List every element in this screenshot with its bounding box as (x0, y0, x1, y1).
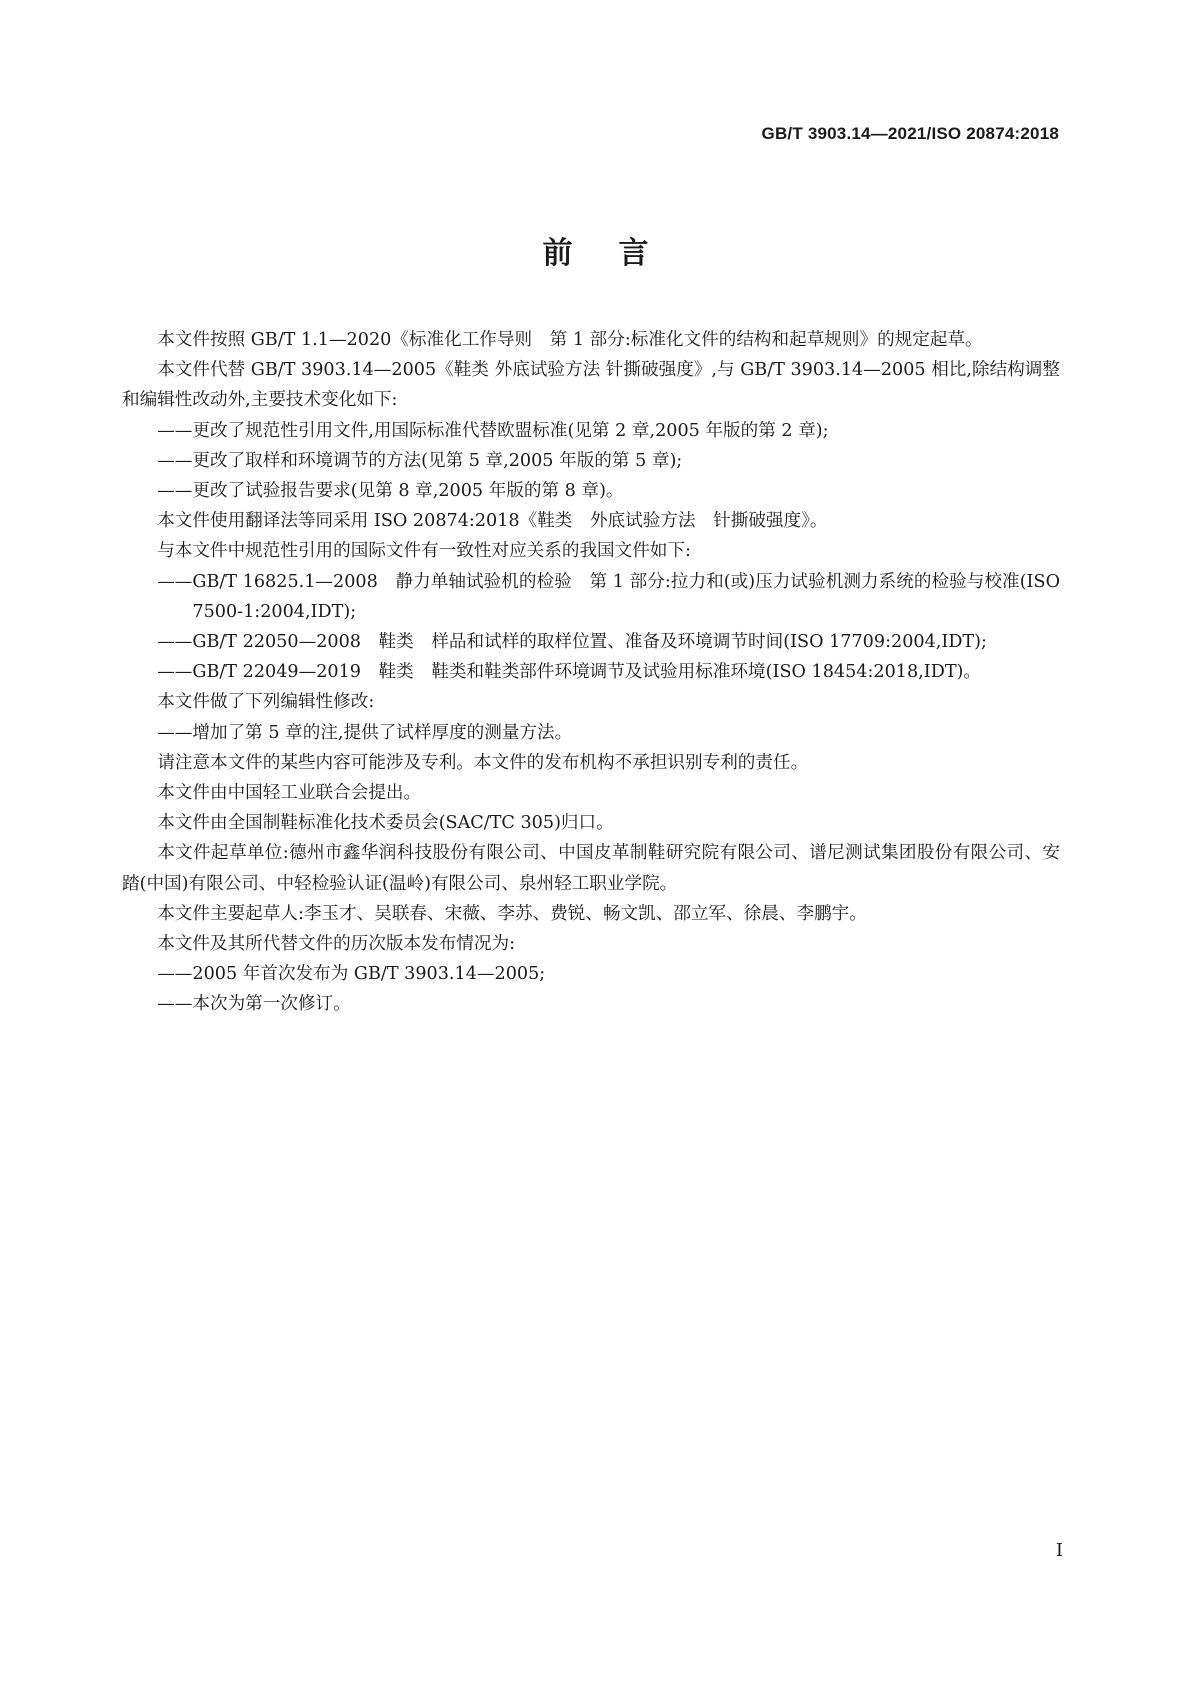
standard-code-header: GB/T 3903.14—2021/ISO 20874:2018 (761, 124, 1059, 143)
list-item: ——2005 年首次发布为 GB/T 3903.14—2005; (157, 964, 546, 985)
paragraph: 本文件及其所代替文件的历次版本发布情况为: (157, 934, 515, 955)
page-number: I (1055, 1540, 1063, 1561)
list-item: ——GB/T 16825.1—2008 静力单轴试验机的检验 第 1 部分:拉力和(或)压力试验机测力系统的检验与校准(ISO 7500-1:2004,IDT); (157, 571, 1060, 622)
list-item: ——GB/T 22049—2019 鞋类 鞋类和鞋类部件环境调节及试验用标准环境(ISO 18454:2018,IDT)。 (157, 662, 982, 683)
paragraph: 本文件由中国轻工业联合会提出。 (157, 783, 422, 804)
paragraph: 本文件主要起草人:李玉才、吴联春、宋薇、李苏、费锐、畅文凯、邵立军、徐晨、李鹏宇。 (157, 903, 867, 924)
paragraph: 本文件起草单位:德州市鑫华润科技股份有限公司、中国皮革制鞋研究院有限公司、谱尼测试集团股份有限公司、安踏(中国)有限公司、中轻检验认证(温岭)有限公司、泉州轻工职业学院。 (122, 843, 1060, 894)
list-item: ——本次为第一次修订。 (157, 994, 351, 1015)
list-item: ——增加了第 5 章的注,提供了试样厚度的测量方法。 (157, 722, 573, 743)
page-title: 前言 (542, 236, 695, 271)
paragraph: 与本文件中规范性引用的国际文件有一致性对应关系的我国文件如下: (157, 541, 691, 562)
list-item: ——更改了取样和环境调节的方法(见第 5 章,2005 年版的第 5 章); (157, 450, 683, 471)
paragraph: 本文件做了下列编辑性修改: (157, 692, 375, 713)
paragraph: 本文件由全国制鞋标准化技术委员会(SAC/TC 305)归口。 (157, 813, 614, 834)
list-item: ——GB/T 22050—2008 鞋类 样品和试样的取样位置、准备及环境调节时间(ISO 17709:2004,IDT); (157, 632, 987, 653)
paragraph: 本文件使用翻译法等同采用 ISO 20874:2018《鞋类 外底试验方法 针撕破强度》。 (157, 511, 828, 532)
paragraph: 本文件代替 GB/T 3903.14—2005《鞋类 外底试验方法 针撕破强度》,与 GB/T 3903.14—2005 相比,除结构调整和编辑性改动外,主要技术变化如下: (122, 360, 1060, 411)
foreword-body (122, 325, 1060, 1020)
paragraph: 请注意本文件的某些内容可能涉及专利。本文件的发布机构不承担识别专利的责任。 (157, 752, 809, 773)
list-item: ——更改了规范性引用文件,用国际标准代替欧盟标准(见第 2 章,2005 年版的第 2 章); (157, 420, 829, 441)
list-item: ——更改了试验报告要求(见第 8 章,2005 年版的第 8 章)。 (157, 481, 624, 502)
paragraph: 本文件按照 GB/T 1.1—2020《标准化工作导则 第 1 部分:标准化文件的结构和起草规则》的规定起草。 (157, 330, 983, 350)
